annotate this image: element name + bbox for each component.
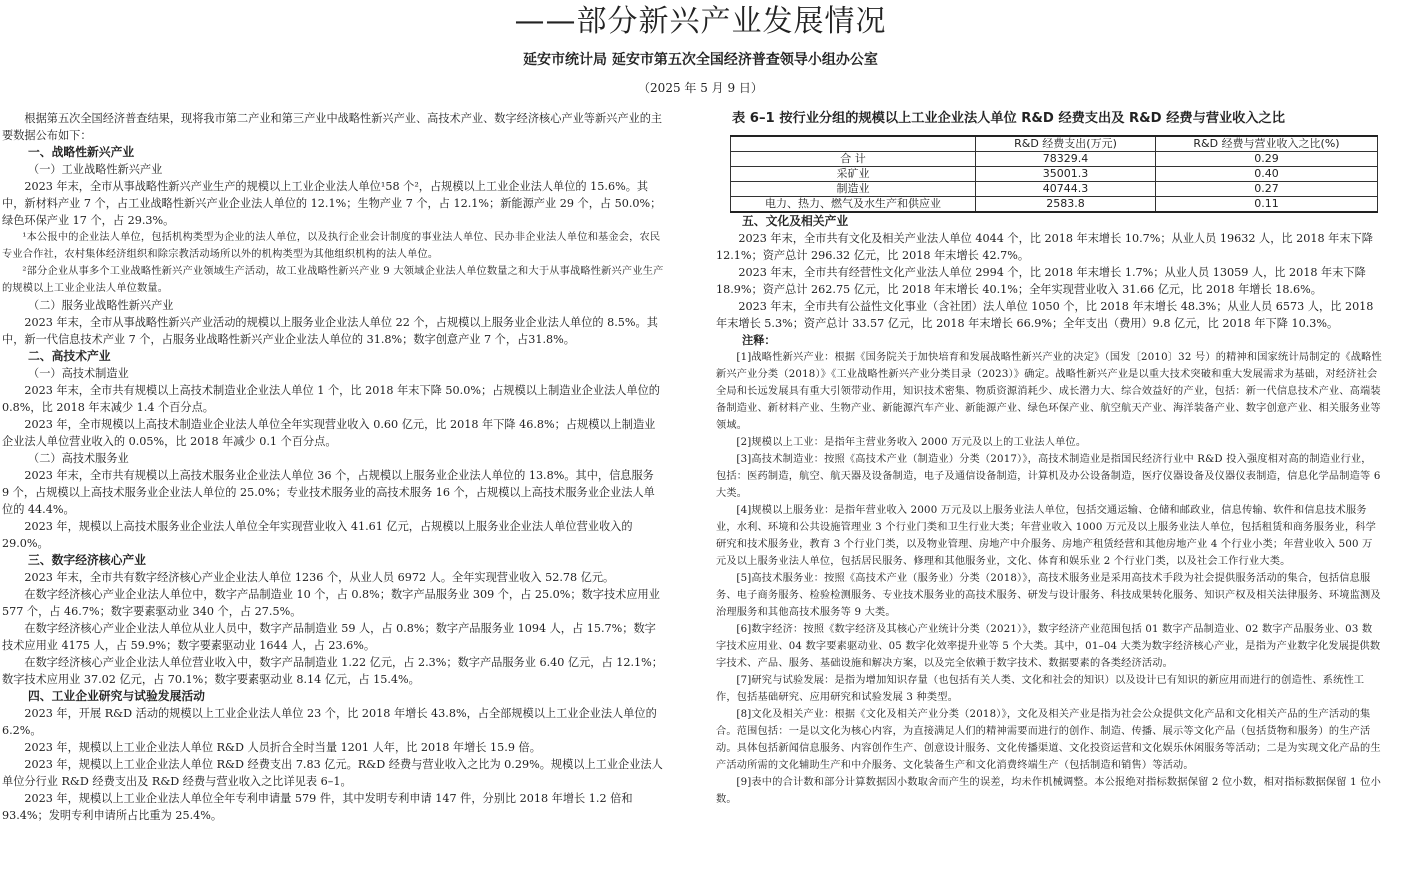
note-item: [7]研究与试验发展：是指为增加知识存量（也包括有关人类、文化和社会的知识）以及设计已有知识的新应用而进行的创造性、系统性工作，包括基础研究、应用研究和试验发展 3 种类型。 xyxy=(716,675,1365,703)
table-cell: 采矿业 xyxy=(731,167,976,182)
section-heading: 五、文化及相关产业 xyxy=(742,214,849,228)
notes-heading: 注释： xyxy=(742,334,776,347)
section-heading: 一、战略性新兴产业 xyxy=(28,145,135,159)
issuer-line: 延安市统计局 延安市第五次全国经济普查领导小组办公室 xyxy=(523,52,878,68)
table-cell: 35001.3 xyxy=(976,167,1156,182)
paragraph: 在数字经济核心产业企业法人单位中，数字产品制造业 10 个，占 0.8%；数字产品服务业 309 个，占 25.0%；数字技术应用业 577 个，占 46.7%；数字要素驱动业 340 个，占 27.5%。 xyxy=(2,588,660,618)
paragraph: 2023 年，规模以上工业企业法人单位全年专利申请量 579 件，其中发明专利申请 147 件，分别比 2018 年增长 1.2 倍和 93.4%；发明专利申请所占比重为 25.4%。 xyxy=(2,792,633,822)
table-cell: 制造业 xyxy=(731,182,976,197)
table-cell: 合 计 xyxy=(731,152,976,167)
table-header-cell xyxy=(731,136,976,152)
paragraph: 2023 年末，全市从事战略性新兴产业活动的规模以上服务业企业法人单位 22 个，占规模以上服务业企业法人单位的 8.5%。其中，新一代信息技术产业 7 个，占服务业战略性新兴产业企业法人单位的 31.8%；数字创意产业 7 个，占31.8%。 xyxy=(2,316,658,346)
paragraph: 2023 年末，全市共有文化及相关产业法人单位 4044 个，比 2018 年末增长 10.7%；从业人员 19632 人，比 2018 年末下降 12.1%；资产总计 296.32 亿元，比 2018 年末增长 42.7%。 xyxy=(716,232,1373,262)
paragraph: 2023 年，规模以上工业企业法人单位 R&D 经费支出 7.83 亿元。R&D 经费与营业收入之比为 0.29%。规模以上工业企业法人单位分行业 R&D 经费支出及 R&D 经费与营业收入之比详见表 6–1。 xyxy=(2,758,663,788)
table-row xyxy=(731,197,1378,213)
footnote: ¹本公报中的企业法人单位，包括机构类型为企业的法人单位，以及执行企业会计制度的事业法人单位、民办非企业法人单位和基金会，农民专业合作社，农村集体经济组织和除宗教活动场所以外的机构类型为其他组织机构的法人单位。 xyxy=(2,232,661,260)
left-column xyxy=(2,110,664,824)
note-item: [6]数字经济：按照《数字经济及其核心产业统计分类（2021）》，数字经济产业范围包括 01 数字产品制造业、02 数字产品服务业、03 数字技术应用业、04 数字要素驱动业、05 数字化效率提升业等 5 个大类。其中，01–04 大类为数字经济核心产业，是指为产业数字化发展提供数字技术、产品、服务、基础设施和解决方案，以及完全依赖于数字技术、数据要素的各类经济活动。 xyxy=(716,624,1381,669)
paragraph: 在数字经济核心产业企业法人单位从业人员中，数字产品制造业 59 人，占 0.8%；数字产品服务业 1094 人，占 15.7%；数字技术应用业 4175 人，占 59.9%；数字要素驱动业 1644 人，占 23.6%。 xyxy=(2,622,656,652)
paragraph: 2023 年，开展 R&D 活动的规模以上工业企业法人单位 23 个，比 2018 年增长 43.8%，占全部规模以上工业企业法人单位的 6.2%。 xyxy=(2,707,657,737)
paragraph: 2023 年，规模以上高技术服务业企业法人单位全年实现营业收入 41.61 亿元，占规模以上服务业企业法人单位营业收入的 29.0%。 xyxy=(2,520,633,550)
paragraph: 2023 年，全市规模以上高技术制造业企业法人单位全年实现营业收入 0.60 亿元，比 2018 年下降 46.8%；占规模以上制造业企业法人单位营业收入的 0.05%，比 2018 年减少 0.1 个百分点。 xyxy=(2,418,656,448)
table-cell: 2583.8 xyxy=(976,197,1156,213)
note-item: [1]战略性新兴产业：根据《国务院关于加快培育和发展战略性新兴产业的决定》（国发〔2010〕32 号）的精神和国家统计局制定的《战略性新兴产业分类（2018）》《工业战略性新兴产业分类目录（2023）》确定。战略性新兴产业是以重大技术突破和重大发展需求为基础，对经济社会全局和长远发展具有重大引领带动作用，知识技术密集、物质资源消耗少、成长潜力大、综合效益好的产业，包括：新一代信息技术产业、高端装备制造业、新材料产业、生物产业、新能源汽车产业、新能源产业、绿色环保产业、航空航天产业、海洋装备产业、数字创意产业、相关服务业等领域。 xyxy=(716,352,1382,431)
paragraph: 2023 年末，全市共有数字经济核心产业企业法人单位 1236 个，从业人员 6972 人。全年实现营业收入 52.78 亿元。 xyxy=(24,571,615,584)
table-row xyxy=(731,182,1378,197)
table-caption: 表 6–1 按行业分组的规模以上工业企业法人单位 R&D 经费支出及 R&D 经费与营业收入之比 xyxy=(732,111,1285,126)
subsection-heading: （二）服务业战略性新兴产业 xyxy=(28,299,174,312)
note-item: [4]规模以上服务业：是指年营业收入 2000 万元及以上服务业法人单位，包括交通运输、仓储和邮政业，信息传输、软件和信息技术服务业，水利、环境和公共设施管理业 3 个行业门类和卫生行业大类；年营业收入 1000 万元及以上服务业法人单位，包括租赁和商务服务业，科学研究和技术服务业，教育 3 个行业门类，以及物业管理、房地产中介服务、房地产租赁经营和其他房地产业 4 个行业小类；年营业收入 500 万元及以上服务业法人单位，包括居民服务、修理和其他服务业，文化、体育和娱乐业 2 个行业门类，以及社会工作行业大类。 xyxy=(716,505,1377,567)
table-cell: 0.29 xyxy=(1156,152,1378,167)
paragraph: 2023 年末，全市共有经营性文化产业法人单位 2994 个，比 2018 年末增长 1.7%；从业人员 13059 人，比 2018 年末下降 18.9%；资产总计 262.75 亿元，比 2018 年末增长 40.1%；全年实现营业收入 31.66 亿元，比 2018 年增长 18.6%。 xyxy=(716,266,1366,296)
note-item: [2]规模以上工业：是指年主营业务收入 2000 万元及以上的工业法人单位。 xyxy=(736,437,1087,448)
table-header-cell: R&D 经费支出(万元) xyxy=(976,136,1156,152)
paragraph: 2023 年末，全市共有规模以上高技术服务业企业法人单位 36 个，占规模以上服务业企业法人单位的 13.8%。其中，信息服务 9 个，占规模以上高技术服务业企业法人单位的 25.0%；专业技术服务业的高技术服务 16 个，占规模以上高技术服务业企业法人单位的 44.4%。 xyxy=(2,469,655,516)
table-header-cell: R&D 经费与营业收入之比(%) xyxy=(1156,136,1378,152)
paragraph: 2023 年末，全市共有规模以上高技术制造业企业法人单位 1 个，比 2018 年末下降 50.0%；占规模以上制造业企业法人单位的 0.8%，比 2018 年末减少 1.4 个百分点。 xyxy=(2,384,660,414)
paragraph: 2023 年末，全市共有公益性文化事业（含社团）法人单位 1050 个，比 2018 年末增长 48.3%；从业人员 6573 人，比 2018 年末增长 5.3%；资产总计 33.57 亿元，比 2018 年末增长 66.9%；全年支出（费用）9.8 亿元，比 2018 年下降 10.3%。 xyxy=(716,300,1374,330)
rd-table xyxy=(730,135,1378,213)
subsection-heading: （一）高技术制造业 xyxy=(28,367,129,380)
right-text xyxy=(716,213,1382,808)
table-row xyxy=(731,167,1378,182)
note-item: [5]高技术服务业：按照《高技术产业（服务业）分类（2018）》，高技术服务业是采用高技术手段为社会提供服务活动的集合，包括信息服务、电子商务服务、检验检测服务、专业技术服务业的高技术服务、研发与设计服务、科技成果转化服务、知识产权及相关法律服务、环境监测及治理服务和其他高技术服务等 9 大类。 xyxy=(716,573,1381,618)
subsection-heading: （二）高技术服务业 xyxy=(28,452,129,465)
note-item: [9]表中的合计数和部分计算数据因小数取舍而产生的误差，均未作机械调整。本公报绝对指标数据保留 2 位小数，相对指标数据保留 1 位小数。 xyxy=(716,777,1382,805)
table-cell: 电力、热力、燃气及水生产和供应业 xyxy=(731,197,976,213)
section-heading: 三、数字经济核心产业 xyxy=(28,553,146,567)
note-item: [3]高技术制造业：按照《高技术产业（制造业）分类（2017）》，高技术制造业是指国民经济行业中 R&D 投入强度相对高的制造业行业，包括：医药制造，航空、航天器及设备制造，电子及通信设备制造，计算机及办公设备制造，医疗仪器设备及仪器仪表制造，信息化学品制造等 6 大类。 xyxy=(716,454,1381,499)
table-cell: 40744.3 xyxy=(976,182,1156,197)
note-item: [8]文化及相关产业：根据《文化及相关产业分类（2018）》，文化及相关产业是指为社会公众提供文化产品和文化相关产品的生产活动的集合。范围包括：一是以文化为核心内容，为直接满足人们的精神需要而进行的创作、制造、传播、展示等文化产品（包括货物和服务）的生产活动。具体包括新闻信息服务、内容创作生产、创意设计服务、文化传播渠道、文化投资运营和文化娱乐休闲服务等活动；二是为实现文化产品的生产活动所需的文化辅助生产和中介服务、文化装备生产和文化消费终端生产（包括制造和销售）等活动。 xyxy=(716,709,1381,771)
section-heading: 二、高技术产业 xyxy=(28,349,111,363)
paragraph: 根据第五次全国经济普查结果，现将我市第二产业和第三产业中战略性新兴产业、高技术产业、数字经济核心产业等新兴产业的主要数据公布如下： xyxy=(2,112,663,142)
paragraph: 2023 年，规模以上工业企业法人单位 R&D 人员折合全时当量 1201 人年，比 2018 年增长 15.9 倍。 xyxy=(24,741,541,754)
table-cell: 0.11 xyxy=(1156,197,1378,213)
page-title: ——部分新兴产业发展情况 xyxy=(514,4,887,39)
table-cell: 0.40 xyxy=(1156,167,1378,182)
paragraph: 在数字经济核心产业企业法人单位营业收入中，数字产品制造业 1.22 亿元，占 2.3%；数字产品服务业 6.40 亿元，占 12.1%；数字技术应用业 37.02 亿元，占 70.1%；数字要素驱动业 8.14 亿元，占 15.4%。 xyxy=(2,656,663,686)
table-row xyxy=(731,152,1378,167)
paragraph: 2023 年末，全市从事战略性新兴产业生产的规模以上工业企业法人单位¹58 个²，占规模以上工业企业法人单位的 15.6%。其中，新材料产业 7 个，占工业战略性新兴产业企业法人单位的 12.1%；生物产业 7 个，占 12.1%；新能源产业 29 个，占 50.0%；绿色环保产业 17 个，占 29.3%。 xyxy=(2,180,662,227)
table-cell: 78329.4 xyxy=(976,152,1156,167)
footnote: ²部分企业从事多个工业战略性新兴产业领域生产活动，故工业战略性新兴产业 9 大领域企业法人单位数量之和大于从事战略性新兴产业生产的规模以上工业企业法人单位数量。 xyxy=(2,266,664,294)
section-heading: 四、工业企业研究与试验发展活动 xyxy=(28,689,205,703)
subsection-heading: （一）工业战略性新兴产业 xyxy=(28,163,163,176)
table-cell: 0.27 xyxy=(1156,182,1378,197)
publish-date: （2025 年 5 月 9 日） xyxy=(638,81,763,95)
right-column xyxy=(716,110,1382,808)
table-header-row xyxy=(731,136,1378,152)
